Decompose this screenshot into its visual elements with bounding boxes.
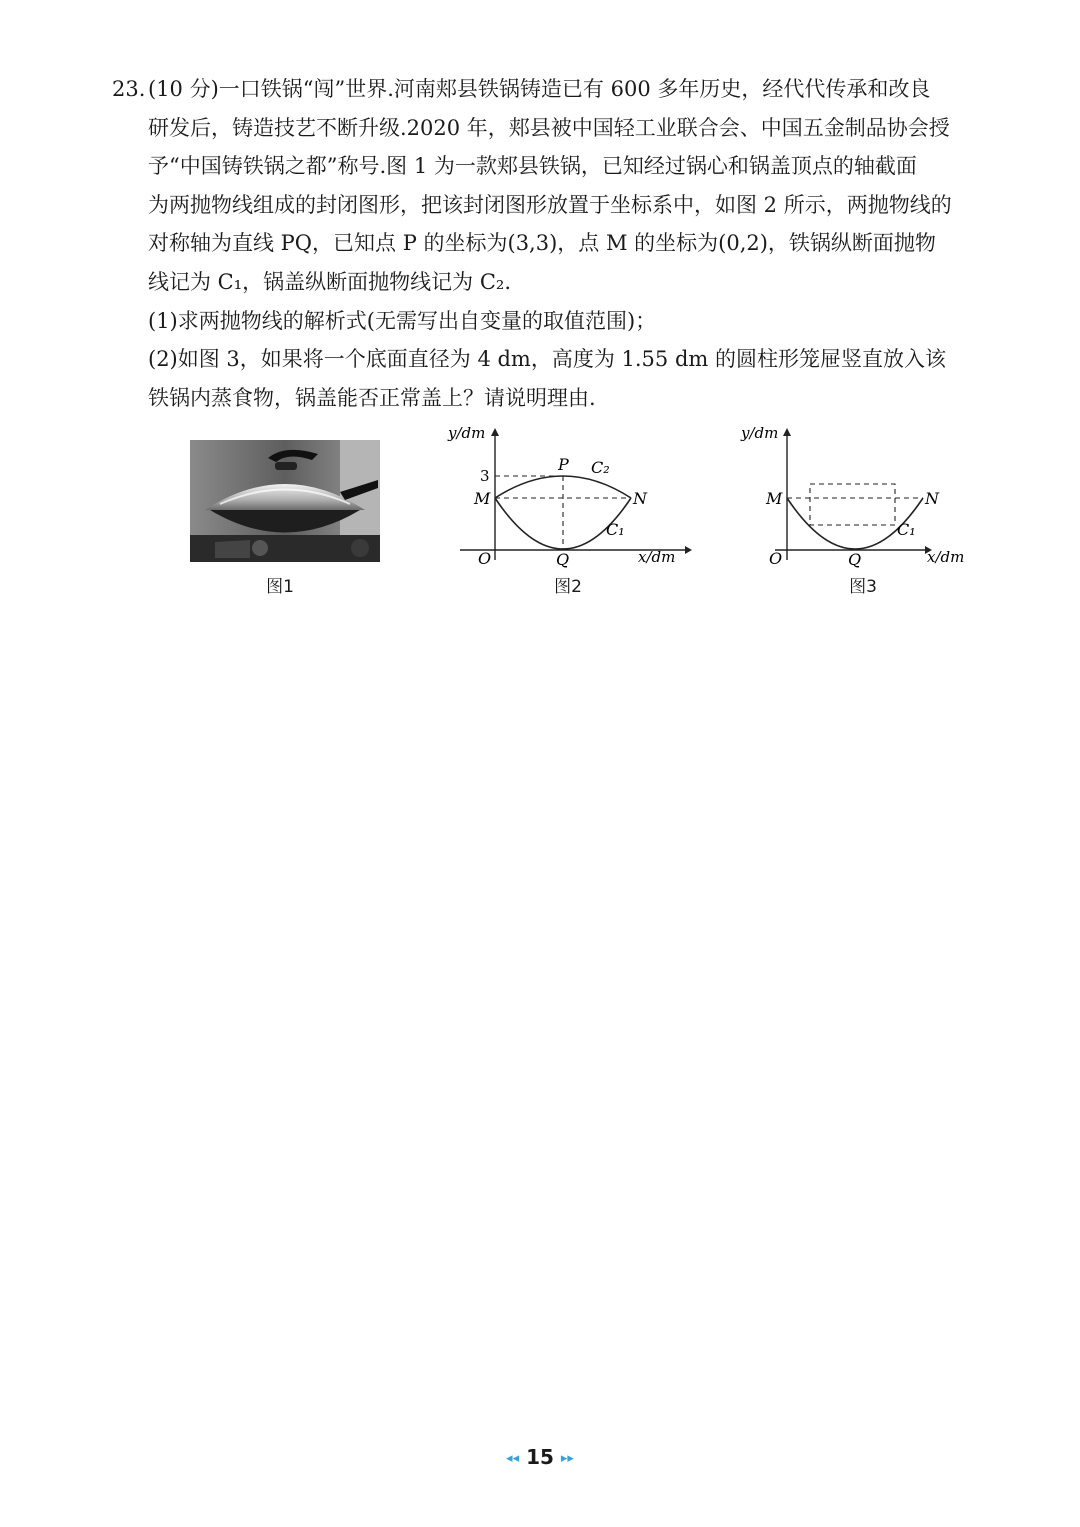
page-number: 15 [526,1445,554,1469]
figure-2-caption: 图2 [554,577,582,597]
figure-2 [448,420,700,570]
x-axis-label: x/dm [927,548,965,566]
next-page-icon[interactable]: ▸▸ [560,1451,574,1466]
part-2-question: (2)如图 3，如果将一个底面直径为 4 dm，高度为 1.55 dm 的圆柱形笼屉竖直放入该 [148,347,946,372]
iron-pot-photo [190,440,380,562]
point-n-label: N [925,489,939,508]
x-axis-arrow-icon [685,546,692,554]
point-q-label: Q [556,550,570,569]
point-n-label: N [633,489,647,508]
tick-3-label: 3 [480,467,490,485]
part-1-question: (1)求两抛物线的解析式(无需写出自变量的取值范围)； [148,308,657,333]
curve-c1-label: C₁ [606,520,625,539]
page-footer [0,1445,1080,1469]
figure-2-diagram [448,420,700,570]
y-axis-arrow-icon [783,428,791,436]
y-axis-label: y/dm [448,424,486,442]
x-axis-label: x/dm [638,548,676,566]
problem-text-line: 研发后，铸造技艺不断升级.2020 年，郏县被中国轻工业联合会、中国五金制品协会授 [148,115,950,140]
part-2-question-cont: 铁锅内蒸食物，锅盖能否正常盖上？请说明理由. [148,385,596,410]
point-m-label: M [474,489,491,508]
figure-1 [190,440,380,562]
problem-text-line: (10 分)一口铁锅“闯”世界.河南郏县铁锅铸造已有 600 多年历史，经代代传承和改良 [148,77,931,101]
steamer-dashed-rect [810,484,895,525]
problem-text-line: 对称轴为直线 PQ，已知点 P 的坐标为(3,3)，点 M 的坐标为(0,2)，铁锅纵断面抛物 [148,231,936,256]
problem-text-line: 线记为 C₁，锅盖纵断面抛物线记为 C₂. [148,269,511,294]
y-axis-label: y/dm [741,424,779,442]
figure-3-caption: 图3 [849,577,877,597]
problem-line-1 [112,70,972,109]
figure-1-caption: 图1 [266,577,294,597]
y-axis-arrow-icon [491,428,499,436]
prev-page-icon[interactable]: ◂◂ [506,1451,520,1466]
figure-3 [741,420,980,570]
point-q-label: Q [848,550,862,569]
curve-c1-label: C₁ [897,520,916,539]
origin-label: O [478,549,492,568]
problem-text-line: 予“中国铸铁锅之都”称号.图 1 为一款郏县铁锅，已知经过锅心和锅盖顶点的轴截面 [148,154,917,179]
curve-c2-label: C₂ [591,458,610,477]
problem-23 [112,70,972,417]
point-m-label: M [766,489,783,508]
question-number: 23. [112,77,146,101]
point-p-label: P [558,455,569,474]
figure-3-diagram [741,420,980,570]
origin-label: O [769,549,783,568]
problem-text-line: 为两抛物线组成的封闭图形，把该封闭图形放置于坐标系中，如图 2 所示，两抛物线的 [148,192,952,217]
